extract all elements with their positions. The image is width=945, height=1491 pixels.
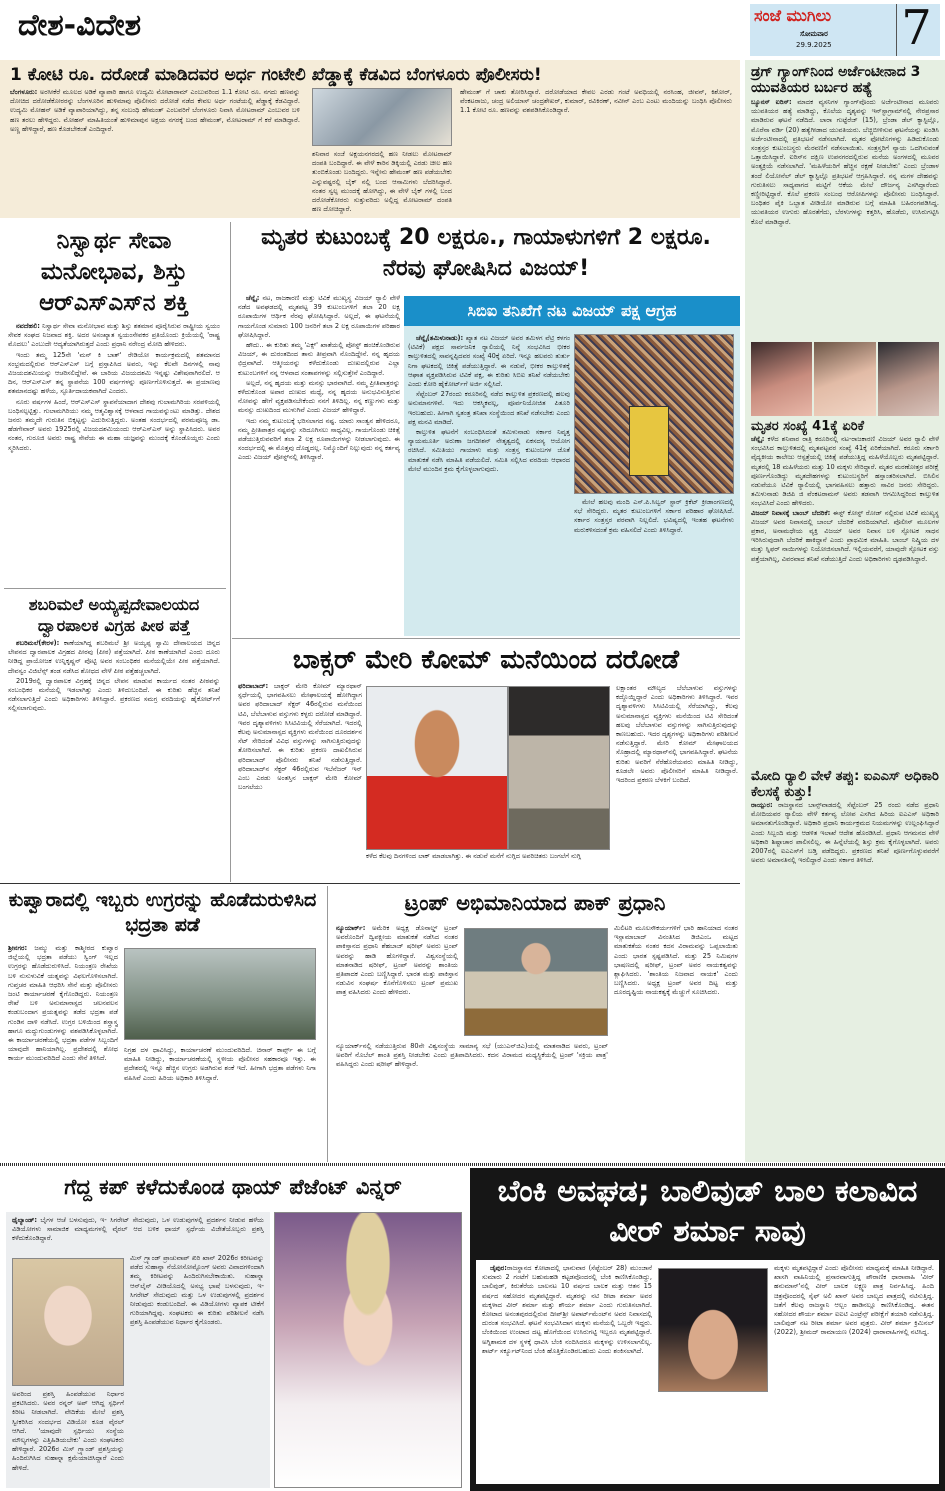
modi-rally-text: ರಾಜಸ್ಥಾನದ ಬಾನ್ಸ್‌ವಾಡದಲ್ಲಿ ಸೆಪ್ಟೆಂಬರ್ 25 ರಂದು ನಡೆದ ಪ್ರಧಾನಿ ಮೋದಿಯವರ ರ್‍ಯಾಲಿಯ ವೇಳೆ ಕರ್ತವ್ಯ ಲೋಪ ಎಸಗಿದ ಹಿರಿಯ ಐಎಎಸ್ ಅಧಿಕಾರಿ ಅಮಾನತುಗೊಂಡಿದ್ದಾರೆ. ಅಧಿಕಾರಿ ಪ್ರಧಾನಿ ಕಾರ್ಯಕ್ರಮದ ನಿಯಮಗಳನ್ನು ಉಲ್ಲಂಘಿಸಿದ್ದಾರೆ ಎಂದು ಸಿಬ್ಬಂದಿ ಮತ್ತು ಆಡಳಿತ ಇಲಾಖೆ ಆದೇಶ ಹೊರಡಿಸಿದೆ. ಪ್ರಧಾನಿ ಆಗಮನದ ವೇಳೆ ಅಧಿಕಾರಿ ಶಿಷ್ಟಾಚಾರ ಪಾಲಿಸಲಿಲ್ಲ. ಈ ಹಿನ್ನೆಲೆಯಲ್ಲಿ ಶಿಸ್ತು ಕ್ರಮ ಕೈಗೊಳ್ಳಲಾಗಿದೆ. ಅವರು 2007ರಲ್ಲಿ ಐಎಎಸ್‌ಗೆ ಬಡ್ತಿ ಪಡೆದಿದ್ದರು. ಪ್ರಕರಣದ ತನಿಖೆ ಪೂರ್ಣಗೊಳ್ಳುವವರೆಗೆ ಅವರು ಅಮಾನತಿನಲ್ಲಿ ಇರಲಿದ್ದಾರೆ ಎಂದು ಸರ್ಕಾರ ತಿಳಿಸಿದೆ. [751,800,939,865]
death-toll-text: ಕಳೆದ ಶನಿವಾರ ರಾತ್ರಿ ಕರೂರಿನಲ್ಲಿ ನಟ-ರಾಜಕಾರಣಿ ವಿಜಯ್ ಅವರ ರ್‍ಯಾಲಿ ವೇಳೆ ಸಂಭವಿಸಿದ ಕಾಲ್ತುಳಿತದಲ್ಲಿ ಮೃತಪಟ್ಟವರ ಸಂಖ್ಯೆ 41ಕ್ಕೆ ಏರಿಕೆಯಾಗಿದೆ. ಕರೂರು ಸರ್ಕಾರಿ ವೈದ್ಯಕೀಯ ಕಾಲೇಜು ಆಸ್ಪತ್ರೆಯಲ್ಲಿ ಚಿಕಿತ್ಸೆ ಪಡೆಯುತ್ತಿದ್ದ ಮಹಿಳೆಯೊಬ್ಬರು ಮೃತಪಟ್ಟಿದ್ದಾರೆ. ಮೃತರಲ್ಲಿ 18 ಮಹಿಳೆಯರು ಮತ್ತು 10 ಮಕ್ಕಳು ಸೇರಿದ್ದಾರೆ. ಮೃತರ ಮರಣೋತ್ತರ ಪರೀಕ್ಷೆ ಪೂರ್ಣಗೊಂಡಿದ್ದು ಮೃತದೇಹಗಳನ್ನು ಕುಟುಂಬಸ್ಥರಿಗೆ ಹಸ್ತಾಂತರಿಸಲಾಗಿದೆ. ಬಿಸಿಲಿನ ನಡುವೆಯೂ ಟಿವಿಕೆ ರ್‍ಯಾಲಿಯಲ್ಲಿ ಭಾಗವಹಿಸಲು ಹತ್ತಾರು ಸಾವಿರ ಜನರು ಸೇರಿದ್ದರು. ತಮಿಳುನಾಡು ಡಿಜಿಪಿ ಜಿ ವೆಂಕಟರಾಮನ್ ಅವರು ತಡವಾಗಿ ಆಗಮಿಸಿದ್ದರಿಂದ ಕಾಲ್ತುಳಿತ ಸಂಭವಿಸಿದೆ ಎಂದು ಹೇಳಿದರು. [751,434,939,508]
masthead-day: ಸೋಮವಾರ [800,30,828,38]
marykom-col1: ಬಾಕ್ಸರ್ ಮೇರಿ ಕೋಮ್ ಮ್ಯಾರಥಾನ್ ಸ್ಪರ್ಧೆಯಲ್ಲಿ ಭಾಗವಹಿಸಲು ಮೇಘಾಲಯಕ್ಕೆ ಹೋಗಿದ್ದಾಗ ಅವರ ಫರಿದಾಬಾದ್ ಸೆಕ್ಟರ್ 46ರಲ್ಲಿರುವ ಮನೆಯಿಂದ ಟಿವಿ, ಬೆಲೆಬಾಳುವ ವಸ್ತುಗಳು ಕಳ್ಳರು ದರೋಡೆ ಮಾಡಿದ್ದಾರೆ. ಇವರ ದೃಶ್ಯಾವಳಿಗಳು ಸಿಸಿಟಿವಿಯಲ್ಲಿ ಸೆರೆಯಾಗಿದೆ. ಇದರಲ್ಲಿ ಕೆಲವು ಅನುಮಾನಾಸ್ಪದ ವ್ಯಕ್ತಿಗಳು ಮನೆಯಿಂದ ದೂರದರ್ಶನ ಸೆಟ್ ಸೇರಿದಂತೆ ವಿವಿಧ ವಸ್ತುಗಳನ್ನು ಸಾಗಿಸುತ್ತಿರುವುದನ್ನು ತೋರಿಸಲಾಗಿದೆ. ಈ ಕುರಿತು ಪ್ರಕರಣ ದಾಖಲಿಸಿರುವ ಫರಿದಾಬಾದ್ ಪೊಲೀಸರು ತನಿಖೆ ನಡೆಸುತ್ತಿದ್ದಾರೆ. ಫರಿದಾಬಾದ್‌ನ ಸೆಕ್ಟರ್ 46ರಲ್ಲಿರುವ ಇಬೆನೆಜರ್ ಇನ್ ಎಂಬ ಎರಡು ಅಂತಸ್ತಿನ ಬಾಕ್ಸರ್ ಮೇರಿ ಕೋಮ್ ಬಂಗಲೆಯು [238,682,362,792]
top-story [0,60,740,218]
top-story-headline: 1 ಕೋಟಿ ರೂ. ದರೋಡೆ ಮಾಡಿದವರ ಅರ್ಧ ಗಂಟೇಲಿ ಖೆಡ್ಡಾಕ್ಕೆ ಕೆಡವಿದ ಬೆಂಗಳೂರು ಪೊಲೀಸರು! [10,65,542,85]
thai-col2: ಮಿಸ್ ಗ್ರ್ಯಾಂಡ್ ಪ್ರಾಚುವಾಪ್ ಖಿರಿ ಖಾನ್ 2026ರ ಕಿರೀಟವನ್ನು ಪಡೆದ ಸುಹಾನ್ನಾ ನೆಯೋಸೋಮ್ಪೊಂಗ್ ಅವರು ವಿವಾದಗಳಿಂದಾಗಿ ತಮ್ಮ ಕಿರೀಟವನ್ನು ಹಿಂದಿರುಗಿಸಬೇಕಾಯಿತು. ಸುಹಾನ್ನಾ ಆನ್‌ಲೈನ್ ವೀಡಿಯೊದಲ್ಲಿ ಅಸಭ್ಯ ಭಾಷೆ ಬಳಸುವುದು, ಇ-ಸಿಗರೇಟ್ ಸೇದುವುದು ಮತ್ತು ಒಳ ಉಡುಪುಗಳಲ್ಲಿ ಪ್ರದರ್ಶನ ನೀಡುವುದು ಕಂಡುಬಂದಿದೆ. ಈ ವಿಡಿಯೋಗಳು ವ್ಯಾಪಕ ಟೀಕೆಗೆ ಗುರಿಯಾಗಿದ್ದವು. ಸಂಘಟಕರು ಈ ಕುರಿತು ಪರಿಶೀಲನೆ ನಡೆಸಿ ಪ್ರಶಸ್ತಿ ಹಿಂಪಡೆಯುವ ನಿರ್ಧಾರ ಕೈಗೊಂಡರು. [130,1254,264,1327]
pakistan-pm-photo [464,928,608,1036]
trump-col1: ಅಮೆರಿಕ ಅಧ್ಯಕ್ಷ ಡೊನಾಲ್ಡ್ ಟ್ರಂಪ್ ಅವರೊಂದಿಗೆ ದ್ವಿಪಕ್ಷೀಯ ಮಾತುಕತೆ ನಡೆಸಿದ ನಂತರ ಪಾಕಿಸ್ತಾನದ ಪ್ರಧಾನಿ ಶೆಹಬಾಜ್ ಷರೀಫ್ ಅವರು ಟ್ರಂಪ್ ಅವರನ್ನು ಹಾಡಿ ಹೊಗಳಿದ್ದಾರೆ. ವಿಶ್ವಸಂಸ್ಥೆಯಲ್ಲಿ ಮಾತನಾಡಿದ ಷರೀಫ್, ಟ್ರಂಪ್ ಅವರನ್ನು ಶಾಂತಿಯ ಪ್ರತಿಪಾದಕ ಎಂದು ಬಣ್ಣಿಸಿದ್ದಾರೆ. ಭಾರತ ಮತ್ತು ಪಾಕಿಸ್ತಾನ ನಡುವಿನ ಸಂಘರ್ಷ ಕೊನೆಗೊಳಿಸಲು ಟ್ರಂಪ್ ಪ್ರಮುಖ ಪಾತ್ರ ವಹಿಸಿದರು ಎಂದು ಹೇಳಿದರು. [336,924,458,997]
argentina-text: ಮಾದಕ ವ್ಯಸನಿಗಳ ಗ್ಯಾಂಗ್‌ವೊಂದು ಅರ್ಜೆಂಟೀನಾದ ಮೂವರು ಯುವತಿಯರ ಹತ್ಯೆ ಮಾಡಿದ್ದು, ಕೊಲೆಯ ದೃಶ್ಯವನ್ನು ಇನ್‌ಸ್ಟಾಗ್ರಾಮ್‌ನಲ್ಲಿ ನೇರಪ್ರಸಾರ ಮಾಡಿರುವ ಘಟನೆ ನಡೆದಿದೆ. ಲಾರಾ ಗುಟ್ಟೆರೆಜ್ (15), ಬ್ರೆಂಡಾ ಡೆಲ್ ಕ್ಯಾಸ್ಟಿಲ್ಲೊ, ಮೊರೆನಾ ವರ್ಡಿ (20) ಹತ್ಯೆಗೀಡಾದ ಯುವತಿಯರು. ಬೆಚ್ಚಿಬೀಳಿಸುವ ಘಟನೆಯನ್ನು ಖಂಡಿಸಿ ಅರ್ಜೆಂಟೀನಾದಲ್ಲಿ ಪ್ರತಿಭಟನೆ ನಡೆಸಲಾಗಿದೆ. ಮೃತರ ಫೋಟೊಗಳನ್ನು ಹಿಡಿದುಕೊಂಡು ಸಂತ್ರಸ್ತರ ಕುಟುಂಬಸ್ಥರು ಮೆರವಣಿಗೆ ನಡೆಸಲಾಯಿತು. ಸಂತ್ರಸ್ತರಿಗೆ ನ್ಯಾಯ ಒದಗಿಸುವಂತೆ ಒತ್ತಾಯಿಸಿದ್ದಾರೆ. ಐರಿಸ್‌ನ ದಕ್ಷಿಣ ಉಪನಗರದಲ್ಲಿರುವ ಮನೆಯ ಅಂಗಳದಲ್ಲಿ ಮೂವರ ಅಂತ್ಯಕ್ರಿಯೆ ನಡೆಸಲಾಗಿದೆ. 'ಮಹಿಳೆಯರಿಗೆ ಹೆಚ್ಚಿನ ರಕ್ಷಣೆ ನೀಡಬೇಕು' ಎಂದು ಬ್ರೆಂಡಾಳ ತಂದೆ ಲಿಯೋನೆಲ್ ಡೆಲ್ ಕ್ಯಾಸ್ಟಿಲ್ಲೊ ಪ್ರತಿಭಟನೆ ಆಗ್ರಹಿಸಿದ್ದಾರೆ. ನನ್ನ ಮಗಳ ದೇಹವನ್ನು ಗುರುತಿಸಲು ಸಾಧ್ಯವಾಗದ ಮಟ್ಟಿಗೆ ಆಕೆಯ ಮೇಲೆ ದೌರ್ಜನ್ಯ ಎಸಗಿದ್ದಾರೆಂದು ಕಣ್ಣೀರಿಟ್ಟಿದ್ದಾರೆ. ಕೊಲೆ ಪ್ರಕರಣ ಸಂಬಂಧ ಆರೋಪಿಗಳನ್ನು ಪೊಲೀಸರು ಬಂಧಿಸಿದ್ದಾರೆ. ಬಂಧಿತರ ಪೈಕಿ ಒಬ್ಬಾತ ವೀಡಿಯೋ ಮಾಡಿರುವ ಬಗ್ಗೆ ಮಾಹಿತಿ ಬಹಿರಂಗಪಡಿಸಿದ್ದ. ಯುವತಿಯರ ಉಗುರು ಹೊರತೆಗೆದು, ಬೆರಳುಗಳನ್ನು ಕತ್ತರಿಸಿ, ಹೊಡೆದು, ಉಸಿರುಗಟ್ಟಿಸಿ ಕೊಲೆ ಮಾಡಿದ್ದಾರೆ. [751,98,939,226]
victims-photos [751,342,939,416]
trump-headline: ಟ್ರಂಪ್ ಅಭಿಮಾನಿಯಾದ ಪಾಕ್ ಪ್ರಧಾನಿ [404,891,666,915]
marykom-col3: ಲಕ್ಷಾಂತರ ಮೌಲ್ಯದ ಬೆಲೆಬಾಳುವ ವಸ್ತುಗಳನ್ನು ಕದ್ದೊಯ್ದಿದ್ದಾರೆ ಎಂದು ಅಧಿಕಾರಿಗಳು ತಿಳಿಸಿದ್ದಾರೆ. ಇವರ ದೃಶ್ಯಾವಳಿಗಳು ಸಿಸಿಟಿವಿಯಲ್ಲಿ ಸೆರೆಯಾಗಿದ್ದು, ಕೆಲವು ಅನುಮಾನಾಸ್ಪದ ವ್ಯಕ್ತಿಗಳು ಮನೆಯಿಂದ ಟಿವಿ ಸೇರಿದಂತೆ ಹಲವು ಬೆಲೆಬಾಳುವ ವಸ್ತುಗಳನ್ನು ಸಾಗಿಸುತ್ತಿರುವುದನ್ನು ಕಾಣಬಹುದು. ಇದರ ದೃಶ್ಯಗಳನ್ನು ಅಧಿಕಾರಿಗಳು ಪರಿಶೀಲನೆ ನಡೆಸುತ್ತಿದ್ದಾರೆ. ಮೇರಿ ಕೋಮ್ ಮೇಘಾಲಯದ ಸೊಹ್ರಾದಲ್ಲಿ ಮ್ಯಾರಥಾನ್‌ನಲ್ಲಿ ಭಾಗವಹಿಸಿದ್ದಾರೆ. ಘಟನೆಯ ಕುರಿತು ಅವರಿಗೆ ನೆರೆಹೊರೆಯವರು ಮಾಹಿತಿ ನೀಡಿದ್ದು, ಕೂಡಲೇ ಅವರು ಪೊಲೀಸರಿಗೆ ಮಾಹಿತಿ ನೀಡಿದ್ದಾರೆ. ಇದರಿಂದ ಪ್ರಕರಣ ಬೆಳಕಿಗೆ ಬಂದಿದೆ. [616,684,738,785]
cbi-paragraph: ಸೆಪ್ಟೆಂಬರ್ 27ರಂದು ಕರೂರಿನಲ್ಲಿ ನಡೆದ ಕಾಲ್ತುಳಿತ ಪ್ರಕರಣದಲ್ಲಿ ಹಲವು ಅನುಮಾನಗಳಿವೆ. ಇದು ಆಕಸ್ಮಿಕವಲ್ಲ, ಪೂರ್ವನಿಯೋಜಿತ ಪಿತೂರಿ ಇರಬಹುದು. ಹೀಗಾಗಿ ಸ್ವತಂತ್ರ ತನಿಖಾ ಸಂಸ್ಥೆಯಿಂದ ತನಿಖೆ ನಡೆಸಬೇಕು ಎಂದು ಪಕ್ಷ ಮನವಿ ಮಾಡಿದೆ. [408,390,570,426]
sabarimala-story [0,592,228,880]
vijay-story [232,222,740,636]
cbi-paragraph: ಮೇಲೆ ಹಲವು ಮಂದಿ ಎಸ್.ಪಿ.ಸಿಲ್ವರ್ ಸ್ಟಾರ್ ಕ್ರಿಕೆಟ್ ಕ್ರೀಡಾಂಗಣದಲ್ಲಿ ಸಭೆ ಸೇರಿದ್ದರು. ಮೃತರ ಕುಟುಂಬಗಳಿಗೆ ಸರ್ಕಾರ ಪರಿಹಾರ ಘೋಷಿಸಿದೆ. ಸರ್ಕಾರ ಸಂತ್ರಸ್ತರ ಪರವಾಗಿ ನಿಲ್ಲಲಿದೆ. ಭವಿಷ್ಯದಲ್ಲಿ ಇಂತಹ ಘಟನೆಗಳು ಮರುಕಳಿಸದಂತೆ ಕ್ರಮ ವಹಿಸಲಿದೆ ಎಂದು ತಿಳಿಸಿದ್ದಾರೆ. [574,498,734,534]
vijay-paragraph: ಹೌದು.. ಈ ಕುರಿತು ತಮ್ಮ 'ಎಕ್ಸ್' ಖಾತೆಯಲ್ಲಿ ಪೋಸ್ಟ್ ಹಂಚಿಕೊಂಡಿರುವ ವಿಜಯ್, ಈ ದುರಂತದಿಂದ ತಾನು ತೀವ್ರವಾಗಿ ನೊಂದಿದ್ದೇನೆ. ನನ್ನ ಹೃದಯ ಛಿದ್ರವಾಗಿದೆ. ಆತ್ಮೀಯರನ್ನು ಕಳೆದುಕೊಂಡು ದುಃಖದಲ್ಲಿರುವ ಎಲ್ಲಾ ಕುಟುಂಬಗಳಿಗೆ ನನ್ನ ಆಳವಾದ ಸಂತಾಪಗಳನ್ನು ಸಲ್ಲಿಸುತ್ತೇನೆ ಎಂದಿದ್ದಾರೆ. [238,341,400,377]
vijay-paragraph: ನಟ, ರಾಜಕಾರಣಿ ಮತ್ತು ಟಿವಿಕೆ ಮುಖ್ಯಸ್ಥ ವಿಜಯ್ ರ್‍ಯಾಲಿ ವೇಳೆ ನಡೆದ ಅವಘಡದಲ್ಲಿ ಮೃತಪಟ್ಟ 39 ಕುಟುಂಬಗಳಿಗೆ ತಲಾ 20 ಲಕ್ಷ ರೂಪಾಯಿಗಳ ಆರ್ಥಿಕ ನೆರವು ಘೋಷಿಸಿದ್ದಾರೆ. ಅಲ್ಲದೆ, ಈ ಘಟನೆಯಲ್ಲಿ ಗಾಯಗೊಂಡ ಸುಮಾರು 100 ಜನರಿಗೆ ತಲಾ 2 ಲಕ್ಷ ರೂಪಾಯಿಗಳ ಪರಿಹಾರ ಘೋಷಿಸಿದ್ದಾರೆ. [238,294,400,339]
kupwara-byline: ಶ್ರೀನಗರ: [8,944,28,952]
cbi-box [404,296,740,636]
trump-byline: ನ್ಯೂಯಾರ್ಕ್: [336,924,366,932]
kupwara-headline: ಕುಪ್ವಾರಾದಲ್ಲಿ ಇಬ್ಬರು ಉಗ್ರರನ್ನು ಹೊಡೆದುರುಳಿಸಿದ ಭದ್ರತಾ ಪಡೆ [8,889,317,936]
top-story-col1: ಅರಸೀಕೆರೆ ಮೂಲದ ಅಡಿಕೆ ವ್ಯಾಪಾರಿ ಹಾಗೂ ಉದ್ಯಮಿ ಮೋಟಾರಾಮ್ ಎಂಬುವರಿಂದ 1.1 ಕೋಟಿ ರೂ. ನಗದು ಹಣವನ್ನು ದೋಚಿದ ದರೋಡೆಕೋರರನ್ನು ಬೆಂಗಳೂರಿನ ಹುಳಿಮಾವು ಪೊಲೀಸರು ದರೋಡೆ ನಡೆದ ಕೇವಲ ಅರ್ಧ ಗಂಟೆಯಲ್ಲಿ ಖೆಡ್ಡಾಕ್ಕೆ ಕೆಡವಿದ್ದಾರೆ. ಉದ್ಯಮಿ ಮೋಹನ್ ಅಡಿಕೆ ವ್ಯಾಪಾರಿಯಾಗಿದ್ದು, ತನ್ನ ಸಂಬಂಧಿ ಹೇಮಂತ್ ಎಂಬವರಿಗೆ ಬೆಂಗಳೂರು ನಿವಾಸಿ ಮೋಟರಾಮ್ ಎಂಬುವರ ಬಳಿ ಹಣ ತರಲು ಹೇಳಿದ್ದರು. ಮೋಹನ್ ಮಾಹಿತಿಯಂತೆ ಹುಳಿಮಾವುನ ಅಕ್ಷಯ ನಗರಕ್ಕೆ ಬಂದ ಹೇಮಂತ್, ಮೋಟರಾಮ್ ಗೆ ಕರೆ ಮಾಡಿದ್ದಾರೆ. ಅಣ್ಣ ಹೇಳಿದ್ದಾರೆ, ಹಣ ಕೊಡಬೇಕಂತೆ ಎಂದಿದ್ದಾರೆ. [10,88,300,133]
sabarimala-paragraph: 2019ರಲ್ಲಿ ದ್ವಾರಪಾಲಕ ವಿಗ್ರಹಕ್ಕೆ ಚಿನ್ನದ ಲೇಪನ ಮಾಡುವ ಕಾರ್ಯದ ನಂತರ ಪೀಠವನ್ನು ಸಂಬಂಧಿಕರ ಮನೆಯಲ್ಲಿ ಇಡಲಾಗಿತ್ತು ಎಂದು ತಿಳಿದುಬಂದಿದೆ. ಈ ಕುರಿತು ಹೆಚ್ಚಿನ ತನಿಖೆ ನಡೆಸಲಾಗುತ್ತಿದೆ ಎಂದು ಅಧಿಕಾರಿಗಳು ತಿಳಿಸಿದ್ದಾರೆ. ಪ್ರಕರಣದ ಸಮಗ್ರ ವರದಿಯನ್ನು ಹೈಕೋರ್ಟ್‌ಗೆ ಸಲ್ಲಿಸಲಾಗುವುದು. [8,676,220,713]
top-story-col2-text: ಶನಿವಾರ ಸಂಜೆ ಅಕ್ಷಯನಗರದಲ್ಲಿ ಹಣ ನೀಡಲು ಮೋಟರಾಮ್ ದಂಪತಿ ಬಂದಿದ್ದಾರೆ. ಈ ವೇಳೆ ಕಾರಿನ ಡಿಕ್ಕಿಯಲ್ಲಿ ಎರಡು ಚೀಲ ಹಣ ತುಂಬಿಕೊಂಡು ಬಂದಿದ್ದರು. ಇನ್ನೇನು ಹೇಮಂತ್ ಹಣ ಪಡೆಯಬೇಕು ಎನ್ನುವಷ್ಟರಲ್ಲಿ ಬೈಕ್ ನಲ್ಲಿ ಬಂದ ಆಸಾಮಿಗಳು ಬೆದರಿಸಿದ್ದಾರೆ. ನಂತರ ಸ್ವಲ್ಪ ಮುಂದಕ್ಕೆ ಹೋಗಿದ್ದು, ಈ ವೇಳೆ ಬೈಕ್ ಗಳಲ್ಲಿ ಬಂದ ದರೋಡೆಕೋರರು ಸುತ್ತುವರಿದು ಅಲ್ಲಿದ್ದ ಮೋಟರಾಮ್ ದಂಪತಿ ಹಣ ದೋಚಿದ್ದಾರೆ. [312,150,452,214]
kupwara-story [0,886,325,1162]
cash-bags-photo [312,88,452,146]
kupwara-col2: ನಿಗ್ರಹ ದಳ ಧಾವಿಸಿದ್ದು, ಕಾರ್ಯಾಚರಣೆ ಮುಂದುವರಿದಿದೆ. ಚಿನಾರ್ ಕಾರ್ಪ್ಸ್ ಈ ಬಗ್ಗೆ ಮಾಹಿತಿ ನೀಡಿದ್ದು, ಕಾರ್ಯಾಚರಣೆಯಲ್ಲಿ ಸ್ಥಳೀಯ ಪೊಲೀಸರ ಸಹಕಾರವೂ ಇತ್ತು. ಈ ಪ್ರದೇಶದಲ್ಲಿ ಇನ್ನೂ ಹೆಚ್ಚಿನ ಉಗ್ರರು ಅಡಗಿರುವ ಶಂಕೆ ಇದೆ. ಹೀಗಾಗಿ ಭದ್ರತಾ ಪಡೆಗಳು ನಿಗಾ ವಹಿಸಿವೆ ಎಂದು ಹಿರಿಯ ಅಧಿಕಾರಿ ತಿಳಿಸಿದ್ದಾರೆ. [124,1046,316,1082]
victim-photo [751,342,812,416]
rss-paragraph: ಇಂದು ತಮ್ಮ 125ನೇ 'ಮನ್ ಕಿ ಬಾತ್' ರೇಡಿಯೋ ಕಾರ್ಯಕ್ರಮದಲ್ಲಿ ಶತಮಾನದ ಸಂಭ್ರಮದಲ್ಲಿರುವ ಆರ್‌ಎಸ್‌ಎಸ್ ಬಗ್ಗೆ ಪ್ರಸ್ತಾಪಿಸಿದ ಅವರು, ಇನ್ನು ಕೆಲವೇ ದಿನಗಳಲ್ಲಿ ನಾವು ವಿಜಯದಶಮಿಯನ್ನು ಆಚರಿಸಲಿದ್ದೇವೆ. ಈ ಬಾರಿಯ ವಿಜಯದಶಮಿ ಇನ್ನಷ್ಟು ವಿಶೇಷವಾಗಿರಲಿದೆ. ಆ ದಿನ, ಆರ್‌ಎಸ್‌ಎಸ್ ತನ್ನ ಸ್ಥಾಪನೆಯ 100 ವರ್ಷಗಳನ್ನು ಪೂರ್ಣಗೊಳಿಸುತ್ತದೆ. ಈ ಪ್ರಯಾಣವು ಶತಮಾನದಷ್ಟು ಹಳೆಯ, ಸ್ಫೂರ್ತಿದಾಯಕವಾಗಿದೆ ಎಂದರು. [8,350,220,396]
cbi-headline: ಸಿಬಿಐ ತನಿಖೆಗೆ ನಟ ವಿಜಯ್ ಪಕ್ಷ ಆಗ್ರಹ [404,296,740,326]
soldiers-fog-photo [124,948,316,1040]
masthead-box [750,4,940,56]
trump-story [330,886,740,1162]
victim-photo [814,342,875,416]
campaign-bus [629,406,669,476]
veer-byline: ಜೈಪುರ: [490,1264,507,1272]
trump-col2: ನ್ಯೂಯಾರ್ಕ್‌ನಲ್ಲಿ ನಡೆಯುತ್ತಿರುವ 80ನೇ ವಿಶ್ವಸಂಸ್ಥೆಯ ಸಾಮಾನ್ಯ ಸಭೆ (ಯುಎನ್‌ಜಿಎ)ಯಲ್ಲಿ ಮಾತನಾಡಿದ ಅವರು, ಟ್ರಂಪ್ ಅವರಿಗೆ ನೊಬೆಲ್ ಶಾಂತಿ ಪ್ರಶಸ್ತಿ ನೀಡಬೇಕು ಎಂದು ಪ್ರತಿಪಾದಿಸಿದರು. ಕದನ ವಿರಾಮದ ಮಧ್ಯಸ್ಥಿಕೆಯಲ್ಲಿ ಟ್ರಂಪ್ 'ಸಕ್ರಿಯ ಪಾತ್ರ' ವಹಿಸಿದ್ದರು ಎಂದು ಷರೀಫ್ ಹೇಳಿದ್ದಾರೆ. [336,1042,608,1069]
right-column [745,60,945,1162]
marykom-headline: ಬಾಕ್ಸರ್ ಮೇರಿ ಕೋಮ್ ಮನೆಯಿಂದ ದರೋಡೆ [292,645,680,675]
thai-byline: ಥೈಲ್ಯಾಂಡ್: [12,1216,38,1224]
veer-story [470,1168,945,1491]
veer-headline: ಬೆಂಕಿ ಅವಘಡ; ಬಾಲಿವುಡ್ ಬಾಲ ಕಲಾವಿದ ವೀರ್ ಶರ್ಮಾ ಸಾವು [497,1174,918,1249]
marykom-byline: ಫರಿದಾಬಾದ್: [238,682,269,690]
vijay-paragraph: ಇದು ನಮ್ಮ ಕುಟುಂಬಕ್ಕೆ ಭರಿಸಲಾಗದ ನಷ್ಟ. ಯಾರು ಸಾಂತ್ವನ ಹೇಳಿದರೂ, ನಮ್ಮ ಪ್ರೀತಿಪಾತ್ರರ ನಷ್ಟವನ್ನು ಸರಿದೂಗಿಸಲು ಸಾಧ್ಯವಿಲ್ಲ. ಗಾಯಗೊಂಡು ಚಿಕಿತ್ಸೆ ಪಡೆಯುತ್ತಿರುವವರಿಗೆ ತಲಾ 2 ಲಕ್ಷ ರೂಪಾಯಿಗಳನ್ನು ನೀಡಲಾಗುವುದು. ಈ ಸಂದರ್ಭದಲ್ಲಿ ಈ ಮೊತ್ತವು ದೊಡ್ಡದಲ್ಲ. ನಿಮ್ಮೊಂದಿಗೆ ನಿಲ್ಲುವುದು ನನ್ನ ಕರ್ತವ್ಯ ಎಂದು ವಿಜಯ್ ಪೋಸ್ಟ್‌ನಲ್ಲಿ ತಿಳಿಸಿದ್ದಾರೆ. [238,416,400,462]
victim-photo [878,342,939,416]
winner-closeup-photo [12,1258,124,1386]
kupwara-col1: ಜಮ್ಮು ಮತ್ತು ಕಾಶ್ಮೀರದ ಕುಪ್ವಾರ ಜಿಲ್ಲೆಯಲ್ಲಿ ಭದ್ರತಾ ಪಡೆಯು ಸ್ವಿಂಗ್ ಇಲ್ಲದ ಉಗ್ರರನ್ನು ಹೊಡೆದುರುಳಿಸಿದೆ. ನಿಯಂತ್ರಣ ರೇಖೆಯ ಬಳಿ ನುಸುಳುವಿಕೆ ಯತ್ನವನ್ನು ವಿಫಲಗೊಳಿಸಲಾಗಿದೆ. ಗುಪ್ತಚರ ಮಾಹಿತಿ ಆಧರಿಸಿ ಸೇನೆ ಮತ್ತು ಪೊಲೀಸರು ಜಂಟಿ ಕಾರ್ಯಾಚರಣೆ ಕೈಗೊಂಡಿದ್ದರು. ನಿಯಂತ್ರಣ ರೇಖೆ ಬಳಿ ಅನುಮಾನಾಸ್ಪದ ಚಲನವಲನ ಕಂಡುಬಂದಾಗ ಪ್ರಯತ್ನವನ್ನು ತಡೆದ ಭದ್ರತಾ ಪಡೆ ಗುಂಡಿನ ದಾಳಿ ನಡೆಸಿದೆ. ಉಗ್ರರ ಬಳಿಯಿಂದ ಶಸ್ತ್ರಾಸ್ತ್ರ ಹಾಗೂ ಮದ್ದುಗುಂಡುಗಳನ್ನು ವಶಪಡಿಸಿಕೊಳ್ಳಲಾಗಿದೆ. ಈ ಕಾರ್ಯಾಚರಣೆಯಲ್ಲಿ ಭದ್ರತಾ ಪಡೆಗಳ ಸಿಬ್ಬಂದಿಗೆ ಯಾವುದೇ ಹಾನಿಯಾಗಿಲ್ಲ. ಪ್ರದೇಶದಲ್ಲಿ ಶೋಧ ಕಾರ್ಯ ಮುಂದುವರಿದಿದೆ ಎಂದು ಸೇನೆ ತಿಳಿಸಿದೆ. [8,944,118,1063]
top-story-col3: ಹೇಮಂತ್ ಗೆ ಚಾಕು ತೋರಿಸಿದ್ದಾರೆ. ದರೋಡೆಯಾದ ಕೇವಲ ಎರಡು ಗಂಟೆ ಅವಧಿಯಲ್ಲಿ ನರಸಿಂಹ, ಜೀವನ್, ಕಿಶೋರ್, ವೆಂಕಟರಾಜು, ಚಂದ್ರ ಅಲಿಯಾಸ್ ಚಂದ್ರಶೇಖರ್, ಕುಮಾರ್, ರವಿಕಿರಣ್, ನವೀನ್ ಎಂಬ ಎಂಟು ಮಂದಿಯನ್ನು ಬಂಧಿಸಿ ಪೊಲೀಸರು 1.1 ಕೋಟಿ ರೂ. ಹಣವನ್ನು ವಶಪಡಿಸಿಕೊಂಡಿದ್ದಾರೆ. [460,88,732,115]
marykom-photo [366,686,508,850]
rss-story [0,222,228,587]
modi-rally-headline: ಮೋದಿ ರ್‍ಯಾಲಿ ವೇಳೆ ತಪ್ಪು: ಐಎಎಸ್ ಅಧಿಕಾರಿ ಕೆಲಸಕ್ಕೆ ಕುತ್ತು! [751,768,939,800]
argentina-byline: ಬ್ಯೂನಸ್ ಐರಿಸ್: [751,98,792,106]
section-title: ದೇಶ-ವಿದೇಶ [18,8,142,43]
masthead-date: 29.9.2025 [796,41,832,49]
veer-sharma-photo [658,1268,768,1392]
vijay-paragraph: ಅಲ್ಲದೆ, ನನ್ನ ಹೃದಯ ಮತ್ತು ಮನಸ್ಸು ಭಾರವಾಗಿದೆ. ನಮ್ಮ ಪ್ರೀತಿಪಾತ್ರರನ್ನು ಕಳೆದುಕೊಂಡ ಅಪಾರ ದುಃಖದ ಮಧ್ಯೆ, ನನ್ನ ಹೃದಯ ಅನುಭವಿಸುತ್ತಿರುವ ನೋವನ್ನು ಹೇಗೆ ವ್ಯಕ್ತಪಡಿಸಬೇಕೆಂದು ನನಗೆ ತಿಳಿದಿಲ್ಲ. ನನ್ನ ಕಣ್ಣುಗಳು ಮತ್ತು ಮನಸ್ಸು ದುಃಖದಿಂದ ಮುಳುಗಿವೆ ಎಂದು ವಿಜಯ್ ಹೇಳಿದ್ದಾರೆ. [238,378,400,415]
marykom-story [232,640,740,880]
rss-headline: ನಿಸ್ವಾರ್ಥ ಸೇವಾ ಮನೋಭಾವ, ಶಿಸ್ತು ಆರ್‌ಎಸ್‌ಎಸ್‌ನ ಶಕ್ತಿ [39,228,189,316]
top-story-byline: ಬೆಂಗಳೂರು: [10,88,38,96]
house-photo [508,686,610,850]
death-toll-headline: ಮೃತರ ಸಂಖ್ಯೆ 41ಕ್ಕೆ ಏರಿಕೆ [751,419,864,434]
rss-byline: ನವದೆಹಲಿ: [16,322,40,330]
page-header [0,0,945,58]
thai-story [0,1168,466,1491]
bomb-threat-text: ಈಸ್ಟ್ ಕೋಸ್ಟ್ ರೋಡ್ ನಲ್ಲಿರುವ ಟಿವಿಕೆ ಮುಖ್ಯಸ್ಥ ವಿಜಯ್ ಅವರ ನಿವಾಸದಲ್ಲಿ ಬಾಂಬ್ ಬೆದರಿಕೆ ವರದಿಯಾಗಿದೆ. ಪೊಲೀಸ್ ಮೂಲಗಳ ಪ್ರಕಾರ, ಅನಾಮಧೇಯ ವ್ಯಕ್ತಿ ವಿಜಯ್ ಅವರ ನಿವಾಸ ಬಳಿ ಸ್ಫೋಟಕ ಸಾಧನ ಇರಿಸಿರುವುದಾಗಿ ಬೆದರಿಕೆ ಹಾಕಿದ್ದಾನೆ ಎಂದು ಪ್ರಾಥಮಿಕ ಮಾಹಿತಿ. ಬಾಂಬ್ ನಿಷ್ಕ್ರಿಯ ದಳ ಮತ್ತು ಸ್ನಿಫರ್ ನಾಯಿಗಳನ್ನು ನಿಯೋಜಿಸಲಾಗಿದೆ. ಇಲ್ಲಿಯವರೆಗೆ, ಯಾವುದೇ ಸ್ಫೋಟಕ ವಸ್ತು ಪತ್ತೆಯಾಗಿಲ್ಲ, ವಿವರವಾದ ತನಿಖೆ ನಡೆಯುತ್ತಿದೆ ಎಂದು ಅಧಿಕಾರಿಗಳು ದೃಢಪಡಿಸಿದ್ದಾರೆ. [751,508,939,563]
page-number: 7 [896,4,936,56]
rss-paragraph: ನಿಸ್ವಾರ್ಥ ಸೇವಾ ಮನೋಭಾವ ಮತ್ತು ಶಿಸ್ತು ಶತಮಾನ ಪೂರೈಸಿರುವ ರಾಷ್ಟ್ರೀಯ ಸ್ವಯಂ ಸೇವಕ ಸಂಘದ ನಿಜವಾದ ಶಕ್ತಿ. ಅದರ ಅಸಂಖ್ಯಾತ ಸ್ವಯಂಸೇವಕರ ಪ್ರತಿಯೊಂದು ಕ್ರಿಯೆಯಲ್ಲಿ 'ರಾಷ್ಟ್ರ ಮೊದಲು' ಎಂಬುದೇ ಆದ್ಯತೆಯಾಗಿರುತ್ತದೆ ಎಂದು ಪ್ರಧಾನಿ ನರೇಂದ್ರ ಮೋದಿ ಹೇಳಿದರು. [8,322,220,349]
vijay-headline: ಮೃತರ ಕುಟುಂಬಕ್ಕೆ 20 ಲಕ್ಷರೂ., ಗಾಯಾಳುಗಳಿಗೆ 2 ಲಕ್ಷರೂ. ನೆರವು ಘೋಷಿಸಿದ ವಿಜಯ್! [261,225,711,281]
marykom-caption: ಕಳೆದ ಕೆಲವು ದಿನಗಳಿಂದ ಲಾಕ್ ಮಾಡಲಾಗಿತ್ತು. ಈ ನಡುವೆ ಮನೆಗೆ ನುಗ್ಗಿದ ಅಪರಿಚಿತರು ಬಂಗಲೆಗೆ ನುಗ್ಗಿ [366,852,581,860]
sabarimala-byline: ಶಬರಿಮಲೆ(ಕೇರಳ): [16,639,60,647]
cbi-paragraph: ಕಾಲ್ತುಳಿತ ಘಟನೆಗೆ ಸಂಬಂಧಿಸಿದಂತೆ ತಮಿಳುನಾಡು ಸರ್ಕಾರ ನಿವೃತ್ತ ನ್ಯಾಯಮೂರ್ತಿ ಅರುಣಾ ಜಗದೀಶನ್ ನೇತೃತ್ವದಲ್ಲಿ ಏಕಸದಸ್ಯ ಆಯೋಗ ರಚಿಸಿದೆ. ಸಮಿತಿಯು ಗಾಯಾಳು ಮತ್ತು ಸಂತ್ರಸ್ತ ಕುಟುಂಬಗಳ ಜೊತೆ ಮಾತುಕತೆ ನಡೆಸಿ ಮಾಹಿತಿ ಪಡೆಯಲಿದೆ. ಸಮಿತಿ ಸಲ್ಲಿಸಿದ ವರದಿಯ ಆಧಾರದ ಮೇಲೆ ಮುಂದಿನ ಕ್ರಮ ಕೈಗೊಳ್ಳಲಾಗುವುದು. [408,428,570,473]
modi-rally-byline: ರಾಯ್ಪುರ: [751,800,773,809]
thai-col1: ಅವರಿಂದ ಪ್ರಶಸ್ತಿ ಹಿಂಪಡೆಯುವ ನಿರ್ಧಾರ ಪ್ರಕಟಿಸಿದರು. ಅವರ ರನ್ನರ್ ಅಪ್ ಆಗಿದ್ದ ಸ್ಪರ್ಧಿಗೆ ಕಿರೀಟ ನೀಡಲಾಗಿದೆ. ವೇದಿಕೆಯ ಮೇಲೆ ಪ್ರಶಸ್ತಿ ಸ್ವೀಕರಿಸಿದ ಸಂದರ್ಭದ ವಿಡಿಯೋ ಕೂಡ ವೈರಲ್ ಆಗಿದೆ. 'ಯಾವುದೇ ಸ್ಪರ್ಧಿಯು ಸಂಸ್ಥೆಯ ಮೌಲ್ಯಗಳನ್ನು ಎತ್ತಿಹಿಡಿಯಬೇಕು' ಎಂದು ಸಂಘಟಕರು ಹೇಳಿದ್ದಾರೆ. 2026ರ ಮಿಸ್ ಗ್ರ್ಯಾಂಡ್ ಪ್ರಶಸ್ತಿಯನ್ನು ಹಿಂದಿರುಗಿಸಿದ ಸುಹಾನ್ನಾ ಕ್ಷಮೆಯಾಚಿಸಿದ್ದಾರೆ ಎಂದು ಹೇಳಿದೆ. [12,1390,124,1472]
argentina-headline: ಡ್ರಗ್ ಗ್ಯಾಂಗ್‌ನಿಂದ ಅರ್ಜೆಂಟೀನಾದ 3 ಯುವತಿಯರ ಬರ್ಬರ ಹತ್ಯೆ [751,64,921,96]
veer-col1: ರಾಜಸ್ಥಾನದ ಕೋಟಾದಲ್ಲಿ ಭಾನುವಾರ (ಸೆಪ್ಟೆಂಬರ್ 28) ಮುಂಜಾನೆ ಸುಮಾರು 2 ಗಂಟೆಗೆ ಬಹುಮಹಡಿ ಕಟ್ಟಡವೊಂದರಲ್ಲಿ ಬೆಂಕಿ ಕಾಣಿಸಿಕೊಂಡಿದ್ದು, ಬಾಲಿವುಡ್, ಕಿರುತೆರೆಯ ಬಾಲನಟ 10 ವರ್ಷದ ಬಾಲಕ ಮತ್ತು ಆತನ 15 ವರ್ಷದ ಸಹೋದರ ಮೃತಪಟ್ಟಿದ್ದಾರೆ. ಮೃತರನ್ನು ನಟಿ ರೀಟಾ ಶರ್ಮಾ ಅವರ ಮಕ್ಕಳಾದ ವೀರ್ ಶರ್ಮಾ ಮತ್ತು ಶೌರ್ಯ ಶರ್ಮಾ ಎಂದು ಗುರುತಿಸಲಾಗಿದೆ. ಕೋಟಾದ ಅನಂತಪುರದಲ್ಲಿರುವ ದೀಪ್‌ಶ್ರೀ ಅಪಾರ್ಟ್‌ಮೆಂಟ್‌ನ ಅವರ ನಿವಾಸದಲ್ಲಿ ದುರಂತ ಸಂಭವಿಸಿದೆ. ಘಟನೆ ಸಂಭವಿಸಿದಾಗ ಮಕ್ಕಳು ಮನೆಯಲ್ಲಿ ಒಬ್ಬರೇ ಇದ್ದರು. ಬೆಂಕಿಯಿಂದ ಉಂಟಾದ ದಟ್ಟ ಹೊಗೆಯಿಂದ ಉಸಿರುಗಟ್ಟಿ ಇಬ್ಬರೂ ಮೃತಪಟ್ಟಿದ್ದಾರೆ. ಅಗ್ನಿಶಾಮಕ ದಳ ಸ್ಥಳಕ್ಕೆ ಧಾವಿಸಿ ಬೆಂಕಿ ನಂದಿಸಿದರೂ ಮಕ್ಕಳನ್ನು ಉಳಿಸಲಾಗಲಿಲ್ಲ. ಶಾರ್ಟ್ ಸರ್ಕ್ಯೂಟ್‌ನಿಂದ ಬೆಂಕಿ ಹೊತ್ತಿಕೊಂಡಿರಬಹುದು ಎಂದು ಶಂಕಿಸಲಾಗಿದೆ. [482,1264,652,1355]
crowned-winner-photo [274,1212,462,1488]
section-divider [0,1163,945,1166]
trump-col3: ಮಿಲಿಟರಿ ಮೂಲಸೌಕರ್ಯಗಳಿಗೆ ಭಾರಿ ಹಾನಿಯಾದ ನಂತರ ಇಸ್ಲಾಮಾಬಾದ್ ವಿನಂತಿಸಿದ ಡಿಜಿಎಂಒ ಮಟ್ಟದ ಮಾತುಕತೆಯ ನಂತರ ಕದನ ವಿರಾಮವನ್ನು ಒಪ್ಪಲಾಯಿತು ಎಂದು ಭಾರತ ಸ್ಪಷ್ಟಪಡಿಸಿದೆ. ಮತ್ತು 25 ನಿಮಿಷಗಳ ಭಾಷಣದಲ್ಲಿ ಷರೀಫ್, ಟ್ರಂಪ್ ಅವರ ನಾಯಕತ್ವವನ್ನು ಶ್ಲಾಘಿಸಿದರು. 'ಶಾಂತಿಯ ನಿಜವಾದ ನಾಯಕ' ಎಂದು ಬಣ್ಣಿಸಿದರು. ಅಧ್ಯಕ್ಷ ಟ್ರಂಪ್ ಅವರ ದಿಟ್ಟ ಮತ್ತು ದೂರದೃಷ್ಟಿಯ ನಾಯಕತ್ವಕ್ಕೆ ಮೆಚ್ಚುಗೆ ಸೂಚಿಸಿದರು. [614,924,738,997]
sabarimala-paragraph: ಕಾಣೆಯಾಗಿದ್ದ ಶಬರಿಮಲೆ ಶ್ರೀ ಅಯ್ಯಪ್ಪ ಸ್ವಾಮಿ ದೇವಾಲಯದ ಚಿನ್ನದ ಲೇಪನದ ದ್ವಾರಪಾಲಕ ವಿಗ್ರಹದ ಪೀಠವು (ಪೀಠ) ಪತ್ತೆಯಾಗಿದೆ. ಪೀಠ ಕಾಣೆಯಾಗಿದೆ ಎಂದು ದೂರು ನೀಡಿದ್ದ ಪ್ರಾಯೋಜಕ ಉನ್ನಿಕೃಷ್ಣನ್ ಪೊಟ್ಟಿ ಅವರ ಸಂಬಂಧಿಕರ ಮನೆಯಲ್ಲಿಯೇ ಪೀಠ ಪತ್ತೆಯಾಗಿದೆ. ದೇವಸ್ವಂ ವಿಜಿಲೆನ್ಸ್ ತಂಡ ನಡೆಸಿದ ಶೋಧದ ವೇಳೆ ಪೀಠ ಪತ್ತೆಹಚ್ಚಲಾಗಿದೆ. [8,639,220,675]
sabarimala-headline: ಶಬರಿಮಲೆ ಅಯ್ಯಪ್ಪದೇವಾಲಯದ ದ್ವಾರಪಾಲಕ ವಿಗ್ರಹ ಪೀಠ ಪತ್ತೆ [28,595,200,635]
vijay-byline: ಚೆನ್ನೈ: [246,294,260,302]
thai-headline: ಗೆದ್ದ ಕಪ್ ಕಳೆದುಕೊಂಡ ಥಾಯ್ ಪೆಜೆಂಟ್ ವಿನ್ನರ್ [64,1175,402,1199]
veer-col3: ಮಕ್ಕಳು ಮೃತಪಟ್ಟಿದ್ದಾರೆ ಎಂದು ಪೊಲೀಸರು ಮಾಧ್ಯಮಕ್ಕೆ ಮಾಹಿತಿ ನೀಡಿದ್ದಾರೆ. ಖಾಸಗಿ ವಾಹಿನಿಯಲ್ಲಿ ಪ್ರಸಾರವಾಗುತ್ತಿದ್ದ ಪೌರಾಣಿಕ ಧಾರಾವಾಹಿ 'ವೀರ್ ಹನುಮಾನ್'ನಲ್ಲಿ ವೀರ್ ಬಾಲಕ ಲಕ್ಷ್ಮಣ ಪಾತ್ರ ನಿರ್ವಹಿಸಿದ್ದ. ಹಿಂದಿ ಚಿತ್ರವೊಂದರಲ್ಲಿ ಸೈಫ್ ಅಲಿ ಖಾನ್ ಅವರ ಬಾಲ್ಯದ ಪಾತ್ರದಲ್ಲಿ ನಟಿಸುತ್ತಿದ್ದ. ಜತೆಗೆ ಕೆಲವು ರಾಜಸ್ಥಾನಿ ಆಲ್ಬಂ ಹಾಡಿನಲ್ಲೂ ಕಾಣಿಸಿಕೊಂಡಿದ್ದ. ಈತನ ಸಹೋದರ ಶೌರ್ಯ ಶರ್ಮಾ ಐಐಟಿ ಎಂಟ್ರೆನ್ಸ್ ಪರೀಕ್ಷೆಗೆ ತಯಾರಿ ನಡೆಸುತ್ತಿದ್ದ. ಬಾಲಿವುಡ್ ನಟ ರೀಟಾ ಶರ್ಮಾ ಅವರ ಪುತ್ರರು. ವೀರ್ ಶರ್ಮಾ ಕ್ರಿಮಿನಲ್ (2022), ಶ್ರೀಮದ್ ರಾಮಾಯಣ (2024) ಧಾರಾವಾಹಿಗಳಲ್ಲಿ ನಟಿಸಿದ್ದ. [774,1264,934,1337]
cbi-byline: ಚೆನ್ನೈ(ತಮಿಳುನಾಡು): [416,334,464,342]
cbi-paragraph: ಖ್ಯಾತ ನಟ ವಿಜಯ್ ಅವರ ತಮಿಳಗ ವೆಟ್ರಿ ಕಳಗಂ (ಟಿವಿಕೆ) ಪಕ್ಷದ ಸಾರ್ವಜನಿಕ ರ್‍ಯಾಲಿಯಲ್ಲಿ ನಿನ್ನೆ ಸಂಭವಿಸಿದ ಭೀಕರ ಕಾಲ್ತುಳಿತದಲ್ಲಿ ಸಾವನ್ನಪ್ಪಿದವರ ಸಂಖ್ಯೆ 40ಕ್ಕೆ ಏರಿದೆ. ಇನ್ನೂ ಹಲವರು ತುರ್ತು ನಿಗಾ ಘಟಕದಲ್ಲಿ ಚಿಕಿತ್ಸೆ ಪಡೆಯುತ್ತಿದ್ದಾರೆ. ಈ ನಡುವೆ, ಭೀಕರ ಕಾಲ್ತುಳಿತಕ್ಕೆ ಆಘಾತ ವ್ಯಕ್ತಪಡಿಸಿರುವ ಟಿವಿಕೆ ಪಕ್ಷ, ಈ ಕುರಿತು ಸಿಬಿಐ ತನಿಖೆ ನಡೆಯಬೇಕು ಎಂದು ಕೋರಿ ಹೈಕೋರ್ಟ್‌ಗೆ ಅರ್ಜಿ ಸಲ್ಲಿಸಿದೆ. [408,334,570,389]
death-toll-byline: ಚೆನ್ನೈ: [751,434,765,443]
masthead-logo: ಸಂಜೆ ಮುಗಿಲು [754,6,832,25]
bomb-threat-subhead: ವಿಜಯ್ ನಿವಾಸಕ್ಕೆ ಬಾಂಬ್ ಬೆದರಿಕೆ: [751,508,831,517]
rss-paragraph: ನೂರು ವರ್ಷಗಳ ಹಿಂದೆ, ಆರ್‌ಎಸ್‌ಎಸ್ ಸ್ಥಾಪನೆಯಾದಾಗ ದೇಶವು ಗುಲಾಮಗಿರಿಯ ಸರಪಳಿಯಲ್ಲಿ ಬಂಧಿಸಲ್ಪಟ್ಟಿತ್ತು. ಗುಲಾಮಗಿರಿಯು ನಮ್ಮ ಆತ್ಮವಿಶ್ವಾಸಕ್ಕೆ ಆಳವಾದ ಗಾಯವನ್ನುಂಟು ಮಾಡಿತ್ತು. ದೇಶದ ಜನರು ತಮ್ಮದೇ ಗುರುತಿನ ಬಿಕ್ಕಟ್ಟನ್ನು ಎದುರಿಸುತ್ತಿದ್ದರು. ಅಂತಹ ಸಂದರ್ಭದಲ್ಲಿ ಪರಮಪೂಜ್ಯ ಡಾ. ಹೆಡಗೇವಾರ್ ಅವರು 1925ರಲ್ಲಿ ವಿಜಯದಶಮಿಯಂದು ಆರ್‌ಎಸ್‌ಎಸ್ ಅನ್ನು ಸ್ಥಾಪಿಸಿದರು. ಅವರ ನಂತರ, ಗುರೂಜಿ ಅವರು ರಾಷ್ಟ್ರ ಸೇವೆಯ ಈ ಮಹಾ ಯಜ್ಞವನ್ನು ಮುಂದಕ್ಕೆ ಕೊಂಡೊಯ್ದರು ಎಂದು ಸ್ಮರಿಸಿದರು. [8,397,220,452]
thai-lead: ಬೈಗಳ ಆಚೆ ಬಳಸುವುದು, ಇ- ಸಿಗರೇಟ್ ಸೇದುವುದು, ಒಳ ಉಡುಪುಗಳಲ್ಲಿ ಪ್ರದರ್ಶನ ನೀಡುವ ಹಳೆಯ ವಿಡಿಯೋಗಳು ಸಾಮಾಜಿಕ ಮಾಧ್ಯಮಗಳಲ್ಲಿ ವೈರಲ್ ಆದ ಬಳಿಕ ಥಾಯ್ ಸ್ಪರ್ಧೆಯ ವಿಜೇತೆಯೊಬ್ಬರು ಪ್ರಶಸ್ತಿ ಕಳೆದುಕೊಂಡಿದ್ದಾರೆ. [12,1216,264,1243]
